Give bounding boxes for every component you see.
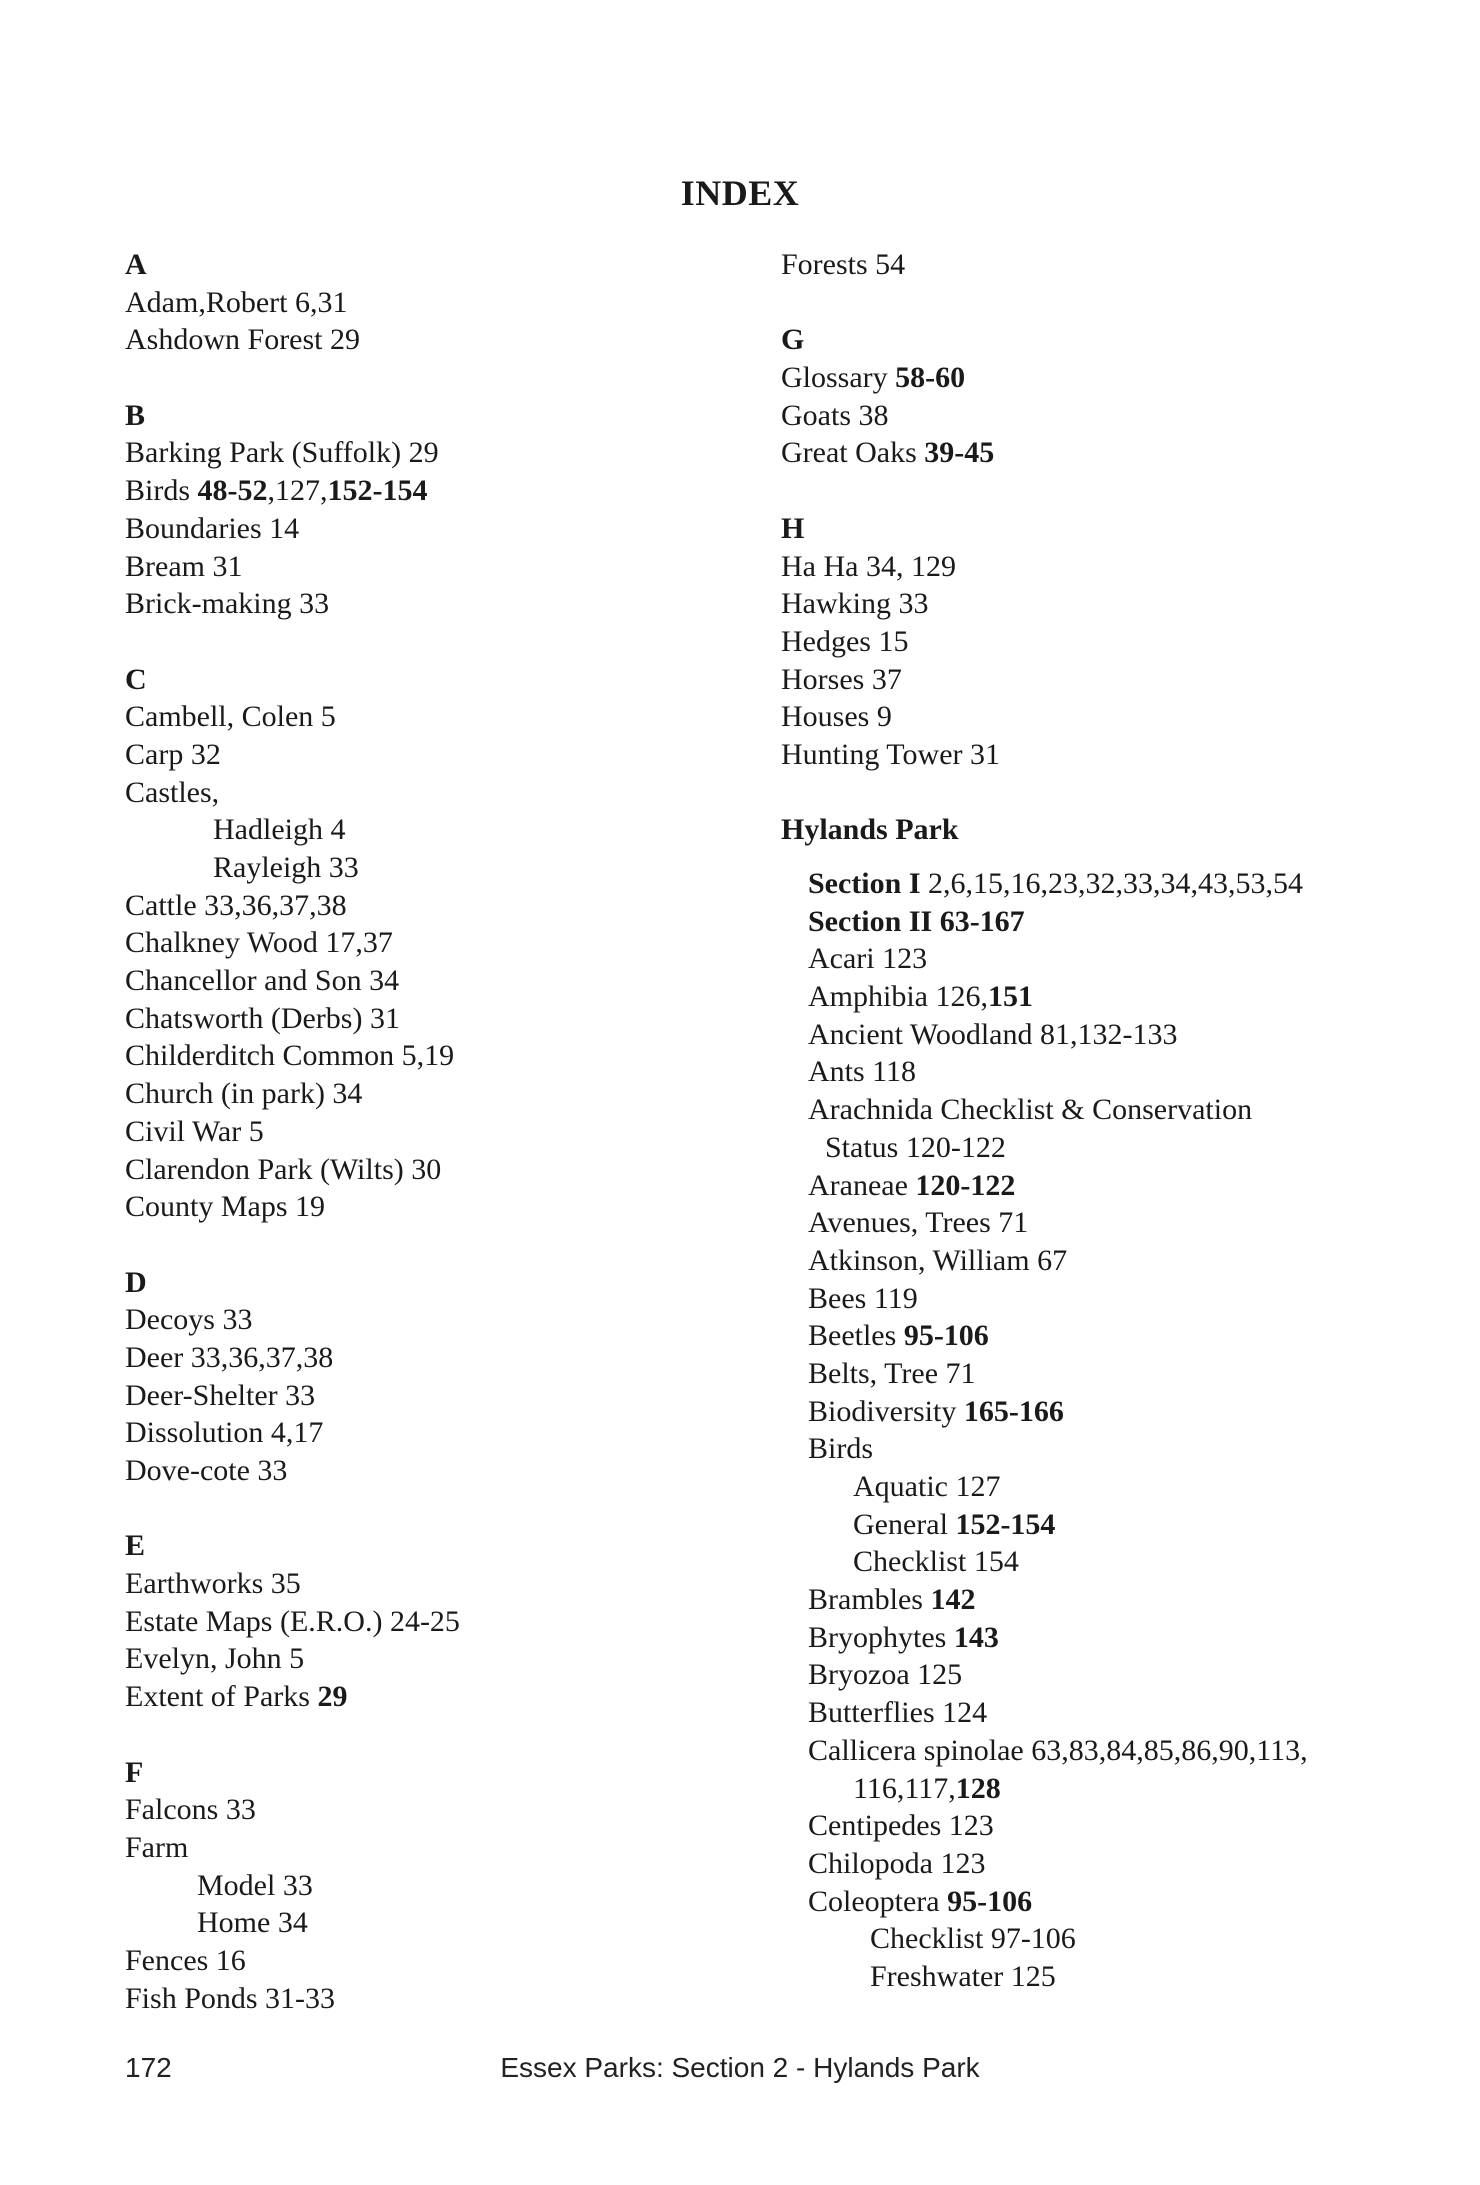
index-subentry: Bryozoa 125 bbox=[808, 1658, 963, 1692]
index-subentry: Ancient Woodland 81,132-133 bbox=[808, 1017, 1178, 1051]
index-entry: Dissolution 4,17 bbox=[125, 1416, 324, 1450]
index-entry: Fences 16 bbox=[125, 1943, 246, 1977]
index-entry: Ashdown Forest 29 bbox=[125, 323, 361, 357]
index-entry: Houses 9 bbox=[781, 700, 892, 734]
index-column-left bbox=[125, 246, 745, 2017]
page-title: INDEX bbox=[680, 173, 800, 213]
index-entry: Carp 32 bbox=[125, 737, 221, 771]
index-subentry: Belts, Tree 71 bbox=[808, 1356, 976, 1390]
index-subentry: Biodiversity 165-166 bbox=[808, 1394, 1064, 1428]
index-column-right bbox=[781, 246, 1421, 1996]
index-subentry: Bees 119 bbox=[808, 1281, 918, 1315]
index-entry: Castles, bbox=[125, 775, 220, 809]
index-entry: Birds 48-52,127,152-154 bbox=[125, 474, 428, 508]
index-subentry: Hadleigh 4 bbox=[213, 813, 346, 847]
index-subsubentry: Checklist 154 bbox=[853, 1545, 1019, 1579]
index-entry: Cattle 33,36,37,38 bbox=[125, 888, 347, 922]
index-entry: Chalkney Wood 17,37 bbox=[125, 926, 393, 960]
index-subentry: Birds bbox=[808, 1432, 874, 1466]
index-entry: Brick-making 33 bbox=[125, 587, 330, 621]
index-entry: Bream 31 bbox=[125, 549, 243, 583]
index-subentry: Rayleigh 33 bbox=[213, 851, 359, 884]
index-entry: Dove-cote 33 bbox=[125, 1454, 288, 1487]
page-number: 172 bbox=[125, 2052, 172, 2083]
index-entry: Ha Ha 34, 129 bbox=[781, 549, 956, 583]
index-entry: Hedges 15 bbox=[781, 624, 909, 658]
section-letter-g: G bbox=[781, 323, 805, 357]
running-footer-title: Essex Parks: Section 2 - Hylands Park bbox=[500, 2052, 980, 2083]
index-subentry: Avenues, Trees 71 bbox=[808, 1206, 1029, 1240]
index-subentry-continuation: Status 120-122 bbox=[825, 1130, 1006, 1164]
index-entry: Decoys 33 bbox=[125, 1303, 253, 1337]
index-entry: Goats 38 bbox=[781, 398, 889, 432]
index-subentry: Amphibia 126,151 bbox=[808, 980, 1033, 1014]
index-entry: Adam,Robert 6,31 bbox=[125, 285, 348, 319]
section-letter-e: E bbox=[125, 1529, 146, 1563]
index-entry: Glossary 58-60 bbox=[781, 361, 966, 395]
section-letter-d: D bbox=[125, 1265, 147, 1299]
section-letter-b: B bbox=[125, 398, 146, 432]
index-subentry: Arachnida Checklist & Conservation bbox=[808, 1093, 1253, 1127]
index-entry: Forests 54 bbox=[781, 248, 906, 281]
index-entry: Earthworks 35 bbox=[125, 1567, 301, 1601]
index-entry: Childerditch Common 5,19 bbox=[125, 1039, 455, 1073]
index-entry: Hawking 33 bbox=[781, 587, 929, 621]
index-entry: Chatsworth (Derbs) 31 bbox=[125, 1001, 400, 1035]
index-entry: Civil War 5 bbox=[125, 1114, 264, 1148]
index-entry: County Maps 19 bbox=[125, 1190, 326, 1224]
index-entry: Hunting Tower 31 bbox=[781, 737, 1000, 771]
index-entry: Falcons 33 bbox=[125, 1793, 256, 1827]
index-entry: Fish Ponds 31-33 bbox=[125, 1981, 336, 2015]
index-subentry: Model 33 bbox=[197, 1868, 313, 1902]
index-subentry: Brambles 142 bbox=[808, 1583, 976, 1617]
index-entry: Barking Park (Suffolk) 29 bbox=[125, 436, 439, 470]
index-subentry: Coleoptera 95-106 bbox=[808, 1884, 1033, 1918]
index-subsubentry: Checklist 97-106 bbox=[870, 1922, 1076, 1956]
index-entry: Clarendon Park (Wilts) 30 bbox=[125, 1152, 442, 1186]
index-subentry: Butterflies 124 bbox=[808, 1696, 988, 1730]
index-subentry: Atkinson, William 67 bbox=[808, 1243, 1068, 1277]
index-subsubentry: Aquatic 127 bbox=[853, 1470, 1001, 1503]
index-subentry: Ants 118 bbox=[808, 1055, 917, 1089]
index-entry: Church (in park) 34 bbox=[125, 1077, 363, 1111]
index-subentry: Callicera spinolae 63,83,84,85,86,90,113, bbox=[808, 1733, 1308, 1767]
index-entry: Farm bbox=[125, 1830, 189, 1864]
index-entry: Estate Maps (E.R.O.) 24-25 bbox=[125, 1604, 460, 1638]
index-entry: Extent of Parks 29 bbox=[125, 1680, 348, 1714]
index-subentry: Bryophytes 143 bbox=[808, 1620, 999, 1654]
index-entry: Chancellor and Son 34 bbox=[125, 964, 400, 998]
index-entry: Evelyn, John 5 bbox=[125, 1642, 305, 1676]
hylands-park-heading: Hylands Park bbox=[781, 813, 959, 847]
index-entry: Cambell, Colen 5 bbox=[125, 700, 336, 734]
index-entry: Great Oaks 39-45 bbox=[781, 436, 995, 470]
index-entry: Deer-Shelter 33 bbox=[125, 1378, 316, 1412]
index-subentry: Acari 123 bbox=[808, 942, 928, 976]
section-letter-f: F bbox=[125, 1755, 144, 1789]
section-letter-h: H bbox=[781, 511, 805, 545]
index-subentry: Chilopoda 123 bbox=[808, 1846, 986, 1880]
index-subentry: Centipedes 123 bbox=[808, 1809, 994, 1843]
index-subentry: Section II 63-167 bbox=[808, 904, 1025, 938]
section-letter-c: C bbox=[125, 662, 147, 696]
section-letter-a: A bbox=[125, 248, 147, 281]
index-subentry: Beetles 95-106 bbox=[808, 1319, 989, 1353]
index-entry: Boundaries 14 bbox=[125, 511, 300, 545]
index-entry: Horses 37 bbox=[781, 662, 902, 696]
index-entry: Deer 33,36,37,38 bbox=[125, 1340, 334, 1374]
index-subsubentry: Freshwater 125 bbox=[870, 1959, 1056, 1993]
index-subentry: Araneae 120-122 bbox=[808, 1168, 1016, 1202]
index-subentry: Home 34 bbox=[197, 1906, 308, 1940]
index-subentry: Section I 2,6,15,16,23,32,33,34,43,53,54 bbox=[808, 867, 1303, 900]
index-subentry-continuation: 116,117,128 bbox=[853, 1771, 1001, 1805]
index-subsubentry: General 152-154 bbox=[853, 1507, 1056, 1541]
